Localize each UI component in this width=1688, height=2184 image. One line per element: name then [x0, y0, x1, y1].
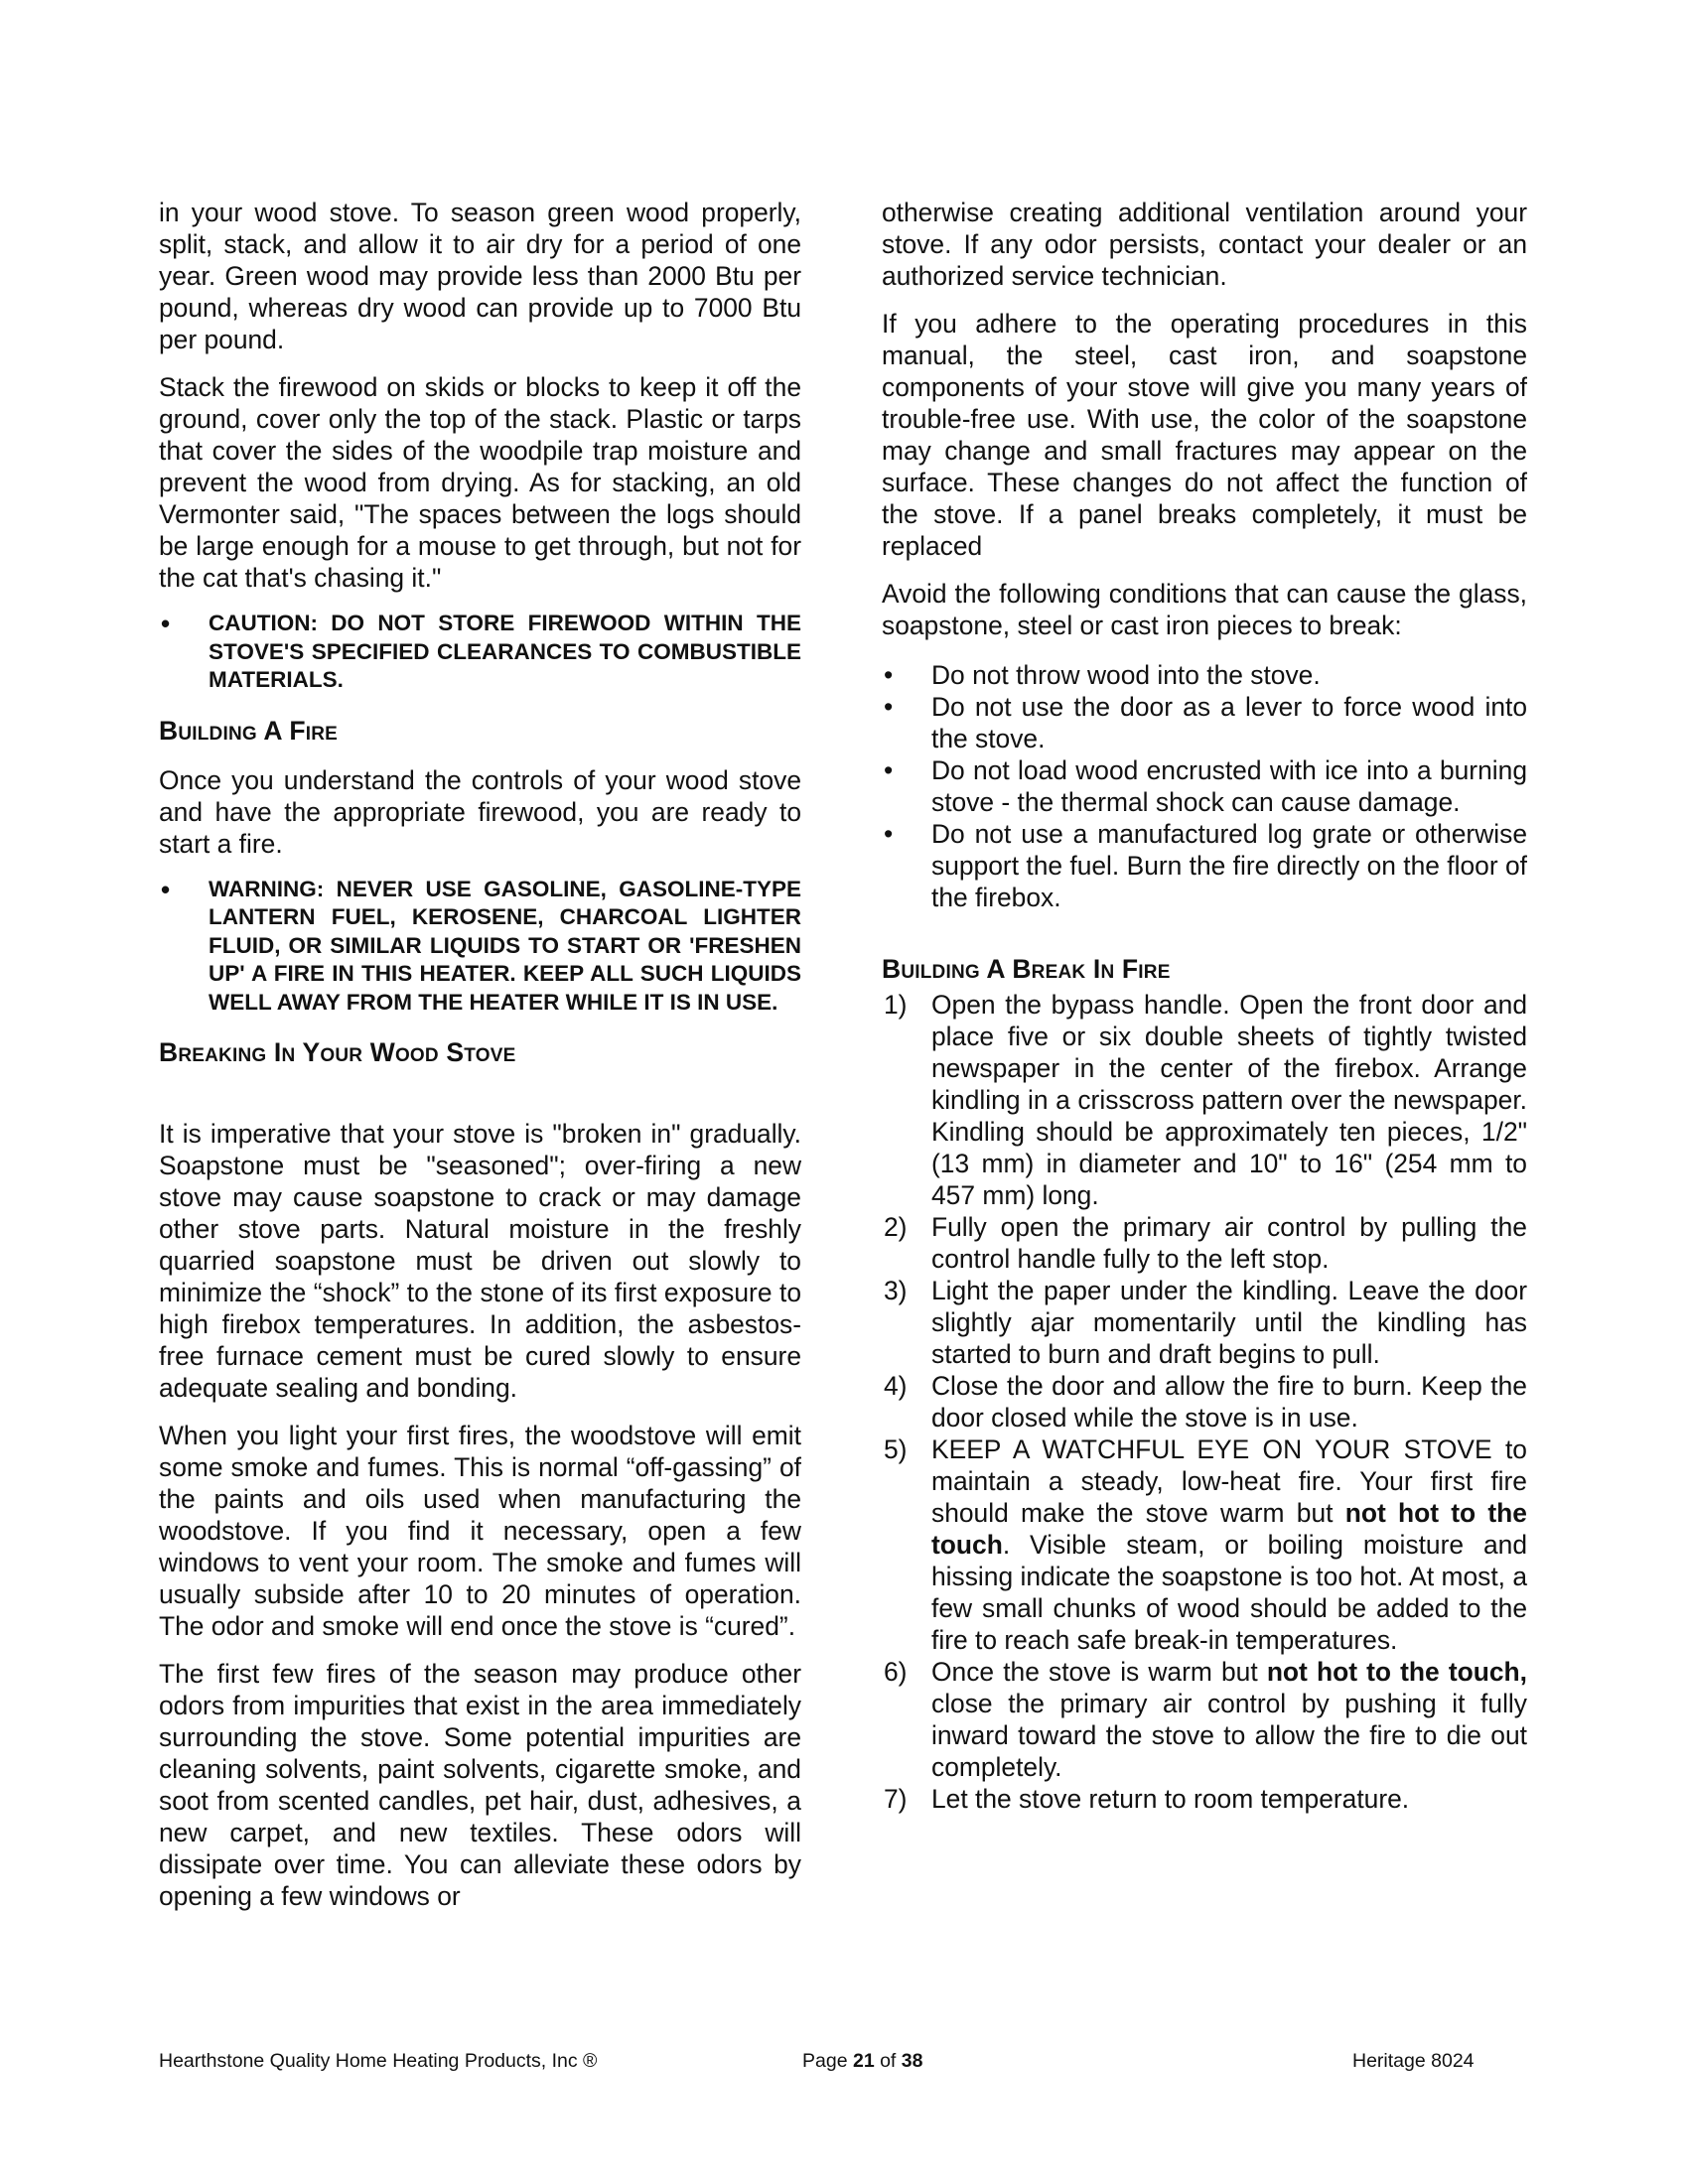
- ventilation-paragraph: otherwise creating additional ventilation around your stove. If any odor persists, contact your dealer or an authorized service technician.: [882, 198, 1527, 291]
- step-item: [882, 1656, 1527, 1783]
- step-number: 1): [884, 990, 908, 1020]
- warning-item: • WARNING: NEVER USE GASOLINE, GASOLINE-TYPE LANTERN FUEL, KEROSENE, CHARCOAL LIGHTER FLUID, OR SIMILAR LIQUIDS TO START OR 'FRESHEN UP' A FIRE IN THIS HEATER. KEEP ALL SUCH LIQUIDS WELL AWAY FROM THE HEATER WHILE IT IS IN USE.: [159, 876, 801, 1018]
- step-text: Once the stove is warm but: [931, 1657, 1267, 1687]
- footer-page-number: [802, 2049, 922, 2073]
- footer-model: Heritage 8024: [1352, 2050, 1475, 2072]
- step-number: 6): [884, 1657, 908, 1687]
- avoid-item: • Do not use a manufactured log grate or otherwise support the fuel. Burn the fire directly on the floor of the firebox.: [882, 818, 1527, 913]
- step-text: KEEP A WATCHFUL EYE ON YOUR STOVE to maintain a steady, low-heat fire. Your first fire should make the stove warm but: [931, 1434, 1527, 1528]
- avoid-list: [882, 659, 1527, 913]
- step-number: 5): [884, 1434, 908, 1464]
- right-column: [882, 197, 1527, 1815]
- page-current: 21: [852, 2050, 875, 2072]
- step-number: 3): [884, 1276, 908, 1305]
- break-in-paragraph: It is imperative that your stove is "broken in" gradually. Soapstone must be "seasoned"; over-firing a new stove may cause soapstone to crack or may damage other stove parts. Natural moisture in the freshly quarried soapstone must be driven out slowly to minimize the “shock” to the stone of its first exposure to high firebox temperatures. In addition, the asbestos-free furnace cement must be cured slowly to ensure adequate sealing and bonding.: [159, 1119, 801, 1403]
- step-item: [882, 1370, 1527, 1433]
- step-text: Let the stove return to room temperature.: [931, 1784, 1410, 1814]
- step-text: close the primary air control by pushing it fully inward toward the stove to allow the fire to die out completely.: [931, 1689, 1527, 1782]
- seasoning-paragraph: in your wood stove. To season green wood properly, split, stack, and allow it to air dry for a period of one year. Green wood may provide less than 2000 Btu per pound, whereas dry wood can provide up to 7000 Btu per pound.: [159, 198, 801, 354]
- building-fire-paragraph: Once you understand the controls of your wood stove and have the appropriate firewood, you are ready to start a fire.: [159, 764, 801, 859]
- step-emphasis: not hot to the touch,: [1266, 1657, 1527, 1687]
- heading-breaking-in: Breaking In Your Wood Stove: [159, 1037, 516, 1067]
- caution-item: • CAUTION: DO NOT STORE FIREWOOD WITHIN THE STOVE'S SPECIFIED CLEARANCES TO COMBUSTIBLE MATERIALS.: [159, 610, 801, 695]
- step-text: Close the door and allow the fire to burn. Keep the door closed while the stove is in use.: [931, 1371, 1527, 1433]
- step-text: Open the bypass handle. Open the front door and place five or six double sheets of tightly twisted newspaper in the center of the firebox. Arrange kindling in a crisscross pattern over the newspaper. Kindling should be approximately ten pieces, 1/2" (13 mm) in diameter and 10" to 16" (254 mm to 457 mm) long.: [931, 990, 1527, 1210]
- avoid-conditions-paragraph: Avoid the following conditions that can cause the glass, soapstone, steel or cast iron pieces to break:: [882, 579, 1527, 640]
- first-fires-paragraph: When you light your first fires, the woodstove will emit some smoke and fumes. This is normal “off-gassing” of the paints and oils used when manufacturing the woodstove. If you find it necessary, open a few windows to vent your room. The smoke and fumes will usually subside after 10 to 20 minutes of operation. The odor and smoke will end once the stove is “cured”.: [159, 1421, 801, 1641]
- warning-list: [159, 876, 801, 1018]
- heading-building-a-fire: Building A Fire: [159, 715, 338, 746]
- step-number: 2): [884, 1212, 908, 1242]
- operating-procedures-paragraph: If you adhere to the operating procedures in this manual, the steel, cast iron, and soapstone components of your stove will give you many years of trouble-free use. With use, the color of the soapstone may change and small fractures may appear on the surface. These changes do not affect the function of the stove. If a panel breaks completely, it must be replaced: [882, 309, 1527, 561]
- avoid-item: • Do not throw wood into the stove.: [882, 659, 1527, 691]
- page-total: 38: [901, 2050, 923, 2072]
- avoid-item: • Do not load wood encrusted with ice into a burning stove - the thermal shock can cause damage.: [882, 754, 1527, 818]
- heading-break-in-fire: Building A Break In Fire: [882, 954, 1171, 984]
- step-item: [882, 1275, 1527, 1370]
- step-number: 4): [884, 1371, 908, 1401]
- step-text: Fully open the primary air control by pulling the control handle fully to the left stop.: [931, 1212, 1527, 1274]
- step-item: [882, 989, 1527, 1211]
- step-text: . Visible steam, or boiling moisture and hissing indicate the soapstone is too hot. At most, a few small chunks of wood should be added to the fire to reach safe break-in temperatures.: [931, 1530, 1528, 1655]
- left-column: [159, 197, 801, 1928]
- footer-company: Hearthstone Quality Home Heating Products, Inc ®: [159, 2050, 598, 2072]
- break-in-steps: [882, 989, 1527, 1815]
- avoid-item: • Do not use the door as a lever to force wood into the stove.: [882, 691, 1527, 754]
- step-text: Light the paper under the kindling. Leave the door slightly ajar momentarily until the kindling has started to burn and draft begins to pull.: [931, 1276, 1527, 1369]
- step-emphasis: not hot to the touch: [931, 1498, 1527, 1560]
- step-item: [882, 1433, 1527, 1656]
- stacking-paragraph: Stack the firewood on skids or blocks to keep it off the ground, cover only the top of the stack. Plastic or tarps that cover the sides of the woodpile trap moisture and prevent the wood from drying. As for stacking, an old Vermonter said, "The spaces between the logs should be large enough for a mouse to get through, but not for the cat that's chasing it.": [159, 372, 801, 593]
- caution-list: [159, 610, 801, 695]
- page-prefix: Page: [802, 2050, 853, 2072]
- page-of: of: [874, 2050, 902, 2072]
- step-number: 7): [884, 1784, 908, 1814]
- odors-paragraph: The first few fires of the season may produce other odors from impurities that exist in the area immediately surrounding the stove. Some potential impurities are cleaning solvents, paint solvents, cigarette smoke, and soot from scented candles, pet hair, dust, adhesives, a new carpet, and new textiles. These odors will dissipate over time. You can alleviate these odors by opening a few windows or: [159, 1659, 801, 1911]
- step-item: [882, 1783, 1527, 1815]
- step-item: [882, 1211, 1527, 1275]
